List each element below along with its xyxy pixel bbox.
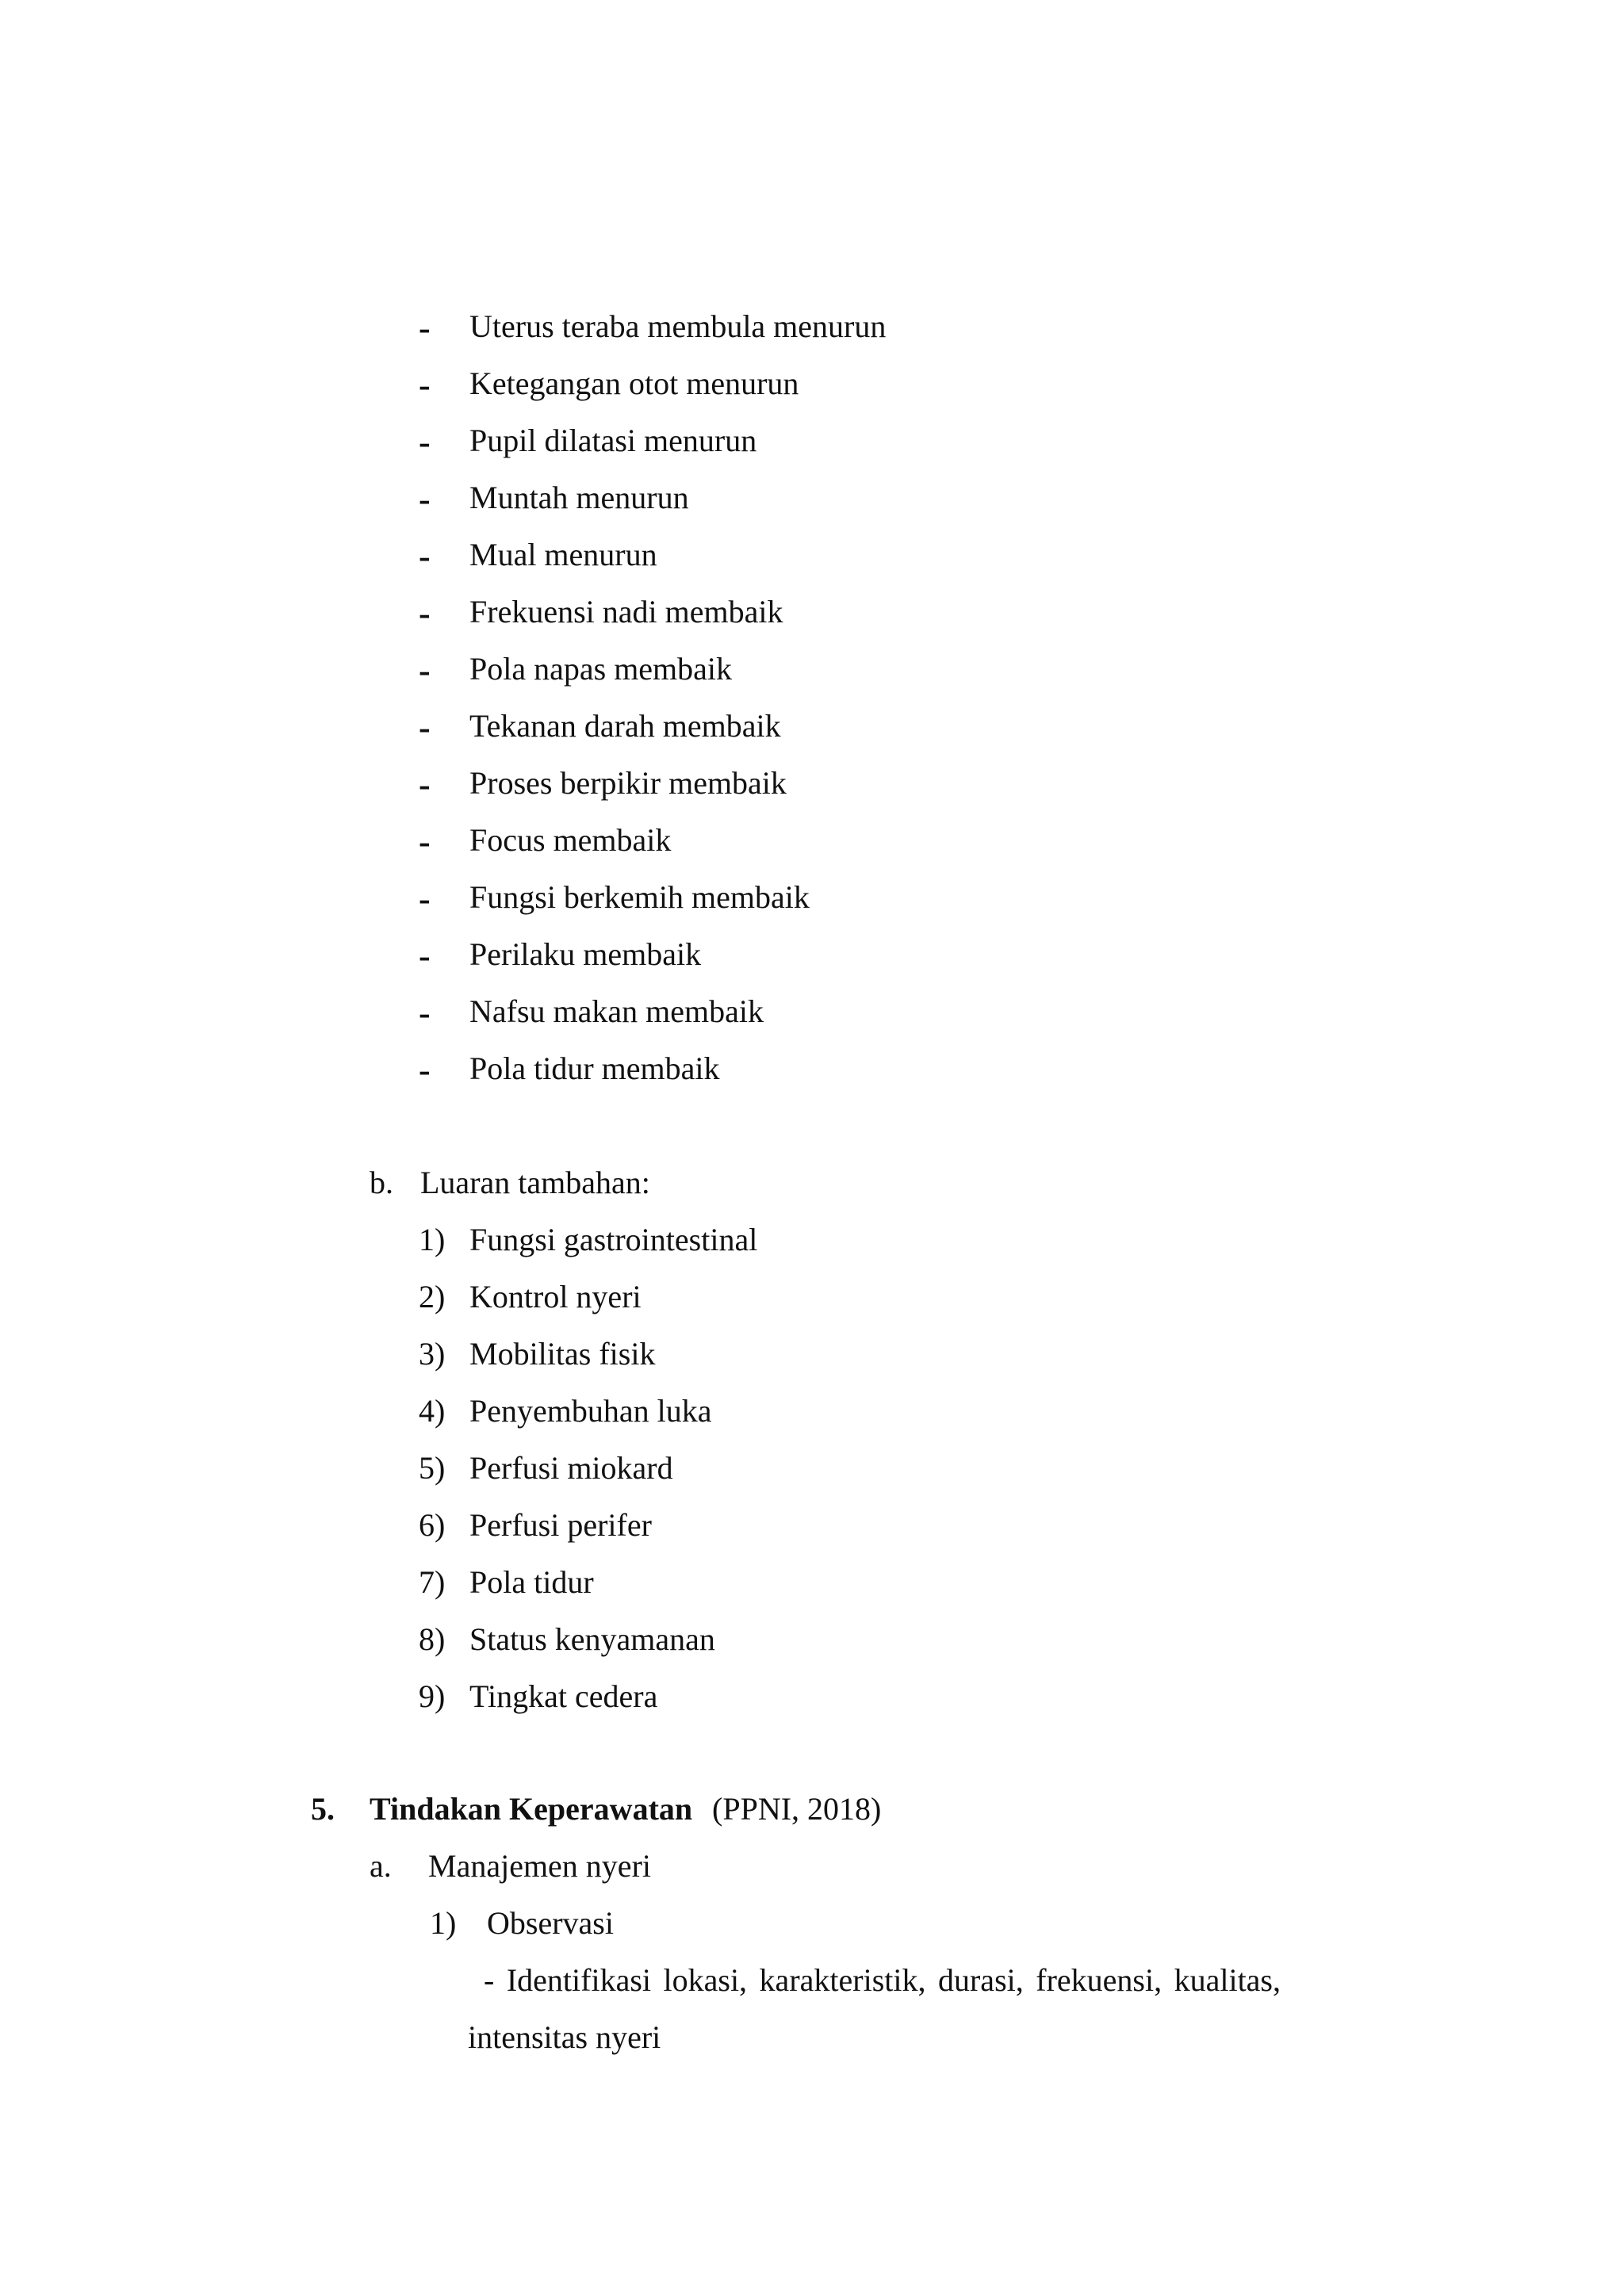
bullet-dash: -	[419, 537, 431, 576]
list-item-text: Pupil dilatasi menurun	[469, 423, 757, 458]
item-text: Perfusi perifer	[469, 1507, 652, 1543]
item-1-number: 1)	[430, 1905, 457, 1941]
bullet-dash: -	[419, 936, 431, 975]
list-item-text: Fungsi berkemih membaik	[469, 879, 810, 915]
list-item-text: Muntah menurun	[469, 480, 689, 515]
list-item-text: Uterus teraba membula menurun	[469, 308, 887, 344]
item-1-title: Observasi	[487, 1905, 614, 1941]
item-number: 9)	[419, 1678, 446, 1714]
bullet-dash: -	[419, 480, 431, 519]
bullet-dash: -	[419, 651, 431, 690]
item-text: Kontrol nyeri	[469, 1279, 642, 1314]
item-number: 8)	[419, 1621, 446, 1657]
bullet-dash: -	[419, 765, 431, 804]
bullet-dash: -	[419, 365, 431, 404]
list-item-text: Nafsu makan membaik	[469, 993, 764, 1029]
item-text: Mobilitas fisik	[469, 1336, 656, 1372]
subsection-a-marker: a.	[370, 1848, 392, 1884]
item-text: Tingkat cedera	[469, 1678, 658, 1714]
item-text: Status kenyamanan	[469, 1621, 715, 1657]
item-number: 5)	[419, 1450, 446, 1486]
list-item-text: Frekuensi nadi membaik	[469, 594, 783, 629]
bullet-dash: -	[419, 822, 431, 861]
list-item-text: Mual menurun	[469, 537, 657, 572]
bullet-dash: -	[419, 993, 431, 1032]
bullet-dash: -	[419, 594, 431, 633]
item-number: 4)	[419, 1393, 446, 1429]
item-text: Pola tidur	[469, 1564, 594, 1600]
item-text: Perfusi miokard	[469, 1450, 673, 1486]
list-item-text: Proses berpikir membaik	[469, 765, 787, 801]
bullet-dash: -	[419, 308, 431, 347]
item-number: 2)	[419, 1279, 446, 1314]
bullet-dash: -	[419, 879, 431, 918]
item-number: 6)	[419, 1507, 446, 1543]
item-number: 3)	[419, 1336, 446, 1372]
bullet-dash: -	[419, 423, 431, 461]
observation-bullet-continuation: intensitas nyeri	[468, 2019, 661, 2055]
bullet-dash: -	[419, 708, 431, 747]
list-item-text: Pola tidur membaik	[469, 1050, 720, 1086]
section-b-title: Luaran tambahan:	[420, 1165, 650, 1200]
item-text: Fungsi gastrointestinal	[469, 1222, 758, 1257]
item-text: Penyembuhan luka	[469, 1393, 712, 1429]
section-5-title: Tindakan Keperawatan	[370, 1791, 693, 1827]
list-item-text: Perilaku membaik	[469, 936, 702, 972]
list-item-text: Ketegangan otot menurun	[469, 365, 799, 401]
section-5-citation: (PPNI, 2018)	[712, 1791, 882, 1827]
bullet-dash: -	[419, 1050, 431, 1089]
item-number: 7)	[419, 1564, 446, 1600]
section-b-marker: b.	[370, 1165, 393, 1200]
list-item-text: Focus membaik	[469, 822, 672, 858]
subsection-a-title: Manajemen nyeri	[428, 1848, 651, 1884]
item-number: 1)	[419, 1222, 446, 1257]
list-item-text: Tekanan darah membaik	[469, 708, 781, 744]
observation-bullet-text: - Identifikasi lokasi, karakteristik, durasi, frekuensi, kualitas,	[484, 1962, 1281, 1998]
list-item-text: Pola napas membaik	[469, 651, 733, 687]
section-5-number: 5.	[311, 1791, 335, 1827]
